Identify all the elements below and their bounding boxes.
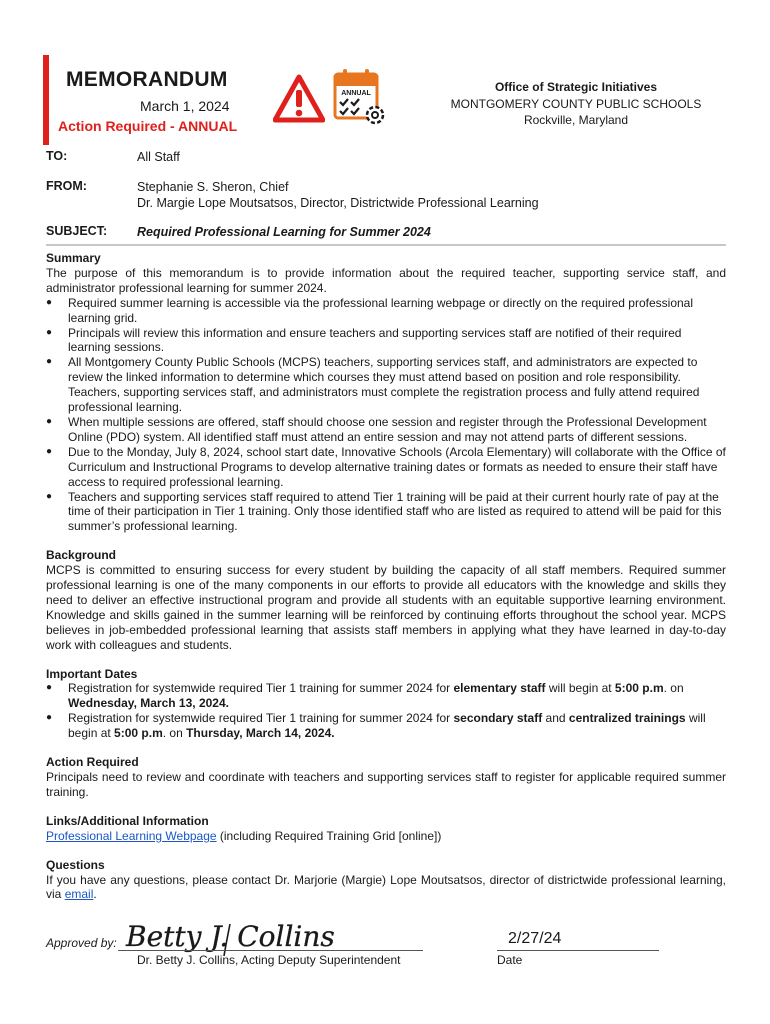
- signature-line: [118, 950, 423, 951]
- summary-intro: The purpose of this memorandum is to provide information about the required teacher, supporting service staff, and administrator professional learning for summer 2024.: [46, 265, 726, 295]
- memo-body: [46, 251, 726, 916]
- memo-title: MEMORANDUM: [66, 68, 228, 91]
- action-required-section: [46, 755, 726, 800]
- date-day: Thursday, March 14, 2024.: [186, 726, 335, 741]
- summary-bullet: ● When multiple sessions are offered, staff should choose one session and register through the Professional Development Online (PDO) system. All identified staff must attend an entire session and may not attend parts of different sessions.: [46, 415, 726, 445]
- to-value: All Staff: [137, 150, 180, 164]
- background-section: [46, 548, 726, 652]
- important-dates-section: [46, 667, 726, 742]
- summary-section: [46, 251, 726, 534]
- date-audience: secondary staff: [453, 711, 543, 726]
- annual-calendar-checklist-icon: [332, 66, 388, 133]
- to-label: TO:: [46, 149, 68, 163]
- background-text: MCPS is committed to ensuring success for every student by building the capacity of all staff members. Required summer professional learning is one of the many components in our efforts to provide all educators with the knowledge and skills they need to deliver an effective instructional program and provide all students with an equitable supportive learning environment. Knowledge and skills gained in the summer learning will be reinforced by continuing efforts throughout the school year. MCPS believes in job-embedded professional learning that assists staff members in applying what they have learned in day-to-day work with colleagues and students.: [46, 563, 726, 652]
- summary-bullet: ● Due to the Monday, July 8, 2024, school start date, Innovative Schools (Arcola Elementary) will collaborate with the Office of Curriculum and Instructional Programs to develop alternative training dates or formats as needed to ensure their staff have access to required professional learning.: [46, 445, 726, 490]
- important-dates-list: [46, 681, 726, 741]
- office-location: Rockville, Maryland: [523, 113, 629, 127]
- subject-label: SUBJECT:: [46, 224, 108, 238]
- date-text: . on: [162, 726, 187, 741]
- from-value: [137, 179, 539, 211]
- from-line-2: Dr. Margie Lope Moutsatsos, Director, Districtwide Professional Learning: [137, 196, 539, 210]
- important-date-item: [46, 681, 726, 711]
- questions-heading: Questions: [46, 857, 105, 872]
- date-day: Wednesday, March 13, 2024.: [68, 696, 229, 711]
- header-divider: [46, 244, 726, 246]
- date-audience: elementary staff: [453, 681, 546, 696]
- summary-bullet: ● Required summer learning is accessible via the professional learning webpage or directly on the required professional learning grid.: [46, 296, 726, 326]
- links-text: [46, 829, 726, 844]
- memo-date: March 1, 2024: [140, 98, 230, 114]
- header-accent-bar: [43, 55, 49, 145]
- approved-by-label: Approved by:: [46, 936, 117, 950]
- office-organization: MONTGOMERY COUNTY PUBLIC SCHOOLS: [450, 96, 702, 111]
- questions-text: [46, 873, 726, 903]
- action-required-heading: Action Required: [46, 755, 139, 770]
- questions-section: [46, 858, 726, 903]
- date-text: will begin at: [68, 711, 706, 741]
- questions-body: If you have any questions, please contact Dr. Marjorie (Margie) Lope Moutsatsos, director of districtwide professional learning, via: [46, 872, 726, 902]
- email-link[interactable]: email: [64, 887, 94, 902]
- from-line-1: Stephanie S. Sheron, Chief: [137, 180, 289, 194]
- warning-triangle-icon: [273, 74, 325, 129]
- links-heading: Links/Additional Information: [46, 813, 209, 828]
- questions-after-text: .: [93, 887, 97, 902]
- professional-learning-link[interactable]: Professional Learning Webpage: [46, 828, 217, 843]
- date-text: Registration for systemwide required Tier 1 training for summer 2024 for: [68, 711, 454, 726]
- signature-script: Betty J. Collins: [126, 920, 335, 953]
- summary-bullet: ● Teachers and supporting services staff required to attend Tier 1 training will be paid at their current hourly rate of pay at the time of their participation in Tier 1 training. Only those identified staff who are listed as required to attend will be paid for this summer’s professional learning.: [46, 490, 726, 535]
- summary-list: [46, 296, 726, 535]
- action-required-label: Action Required - ANNUAL: [58, 118, 238, 134]
- summary-bullet: ● All Montgomery County Public Schools (MCPS) teachers, supporting services staff, and administrators are expected to review the linked information to determine which courses they must attend based on position and role responsibility. Teachers, supporting services staff, and administrators must complete the registration process and fully attend required professional learning.: [46, 355, 726, 415]
- links-after-text: (including Required Training Grid [online]): [216, 828, 442, 843]
- summary-heading: Summary: [46, 251, 101, 265]
- from-label: FROM:: [46, 179, 87, 193]
- signer-name: Dr. Betty J. Collins, Acting Deputy Superintendent: [137, 953, 401, 967]
- links-section: [46, 814, 726, 844]
- background-heading: Background: [46, 548, 117, 563]
- date-audience: centralized trainings: [568, 711, 686, 726]
- calendar-annual-text: ANNUAL: [341, 90, 371, 97]
- office-block: [440, 79, 712, 129]
- signature-date: 2/27/24: [508, 930, 562, 947]
- date-time: 5:00 p.m: [114, 726, 163, 741]
- office-title: Office of Strategic Initiatives: [494, 80, 658, 94]
- important-date-item: [46, 711, 726, 741]
- summary-bullet: ● Principals will review this information and ensure teachers and supporting services staff are notified of their required learning sessions.: [46, 326, 726, 356]
- date-text: . on: [663, 681, 684, 696]
- subject-value: Required Professional Learning for Summer 2024: [137, 225, 431, 239]
- date-label: Date: [497, 953, 523, 967]
- important-dates-heading: Important Dates: [46, 666, 138, 681]
- date-text: Registration for systemwide required Tier 1 training for summer 2024 for: [68, 681, 454, 696]
- date-time: 5:00 p.m: [614, 681, 664, 696]
- date-text: and: [542, 711, 569, 726]
- date-text: will begin at: [545, 681, 615, 696]
- action-required-text: Principals need to review and coordinate with teachers and supporting services staff to register for applicable required summer training.: [46, 770, 726, 799]
- date-line: [497, 950, 659, 951]
